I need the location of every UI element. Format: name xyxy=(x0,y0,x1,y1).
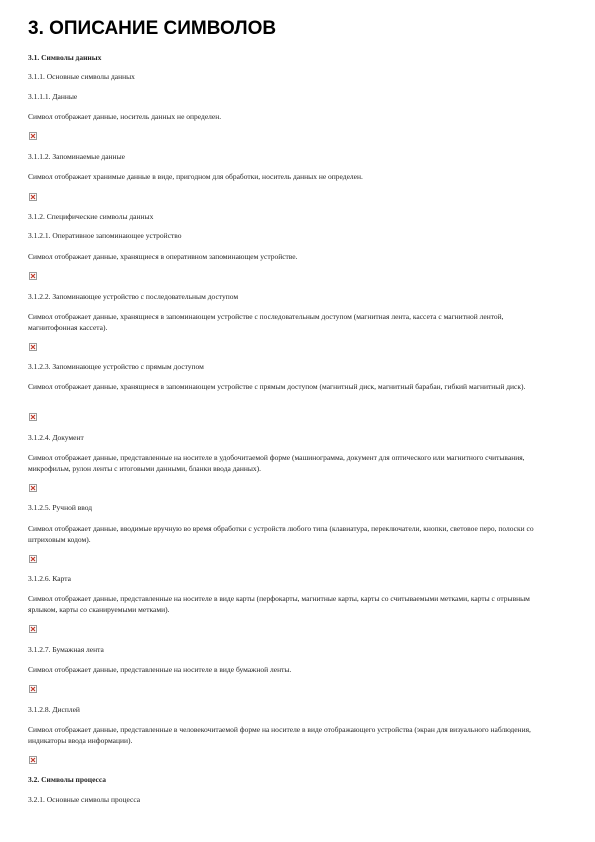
section-number: 3.2. xyxy=(28,775,40,784)
subsection-heading: 3.1.2.1. Оперативное запоминающее устройство xyxy=(28,231,182,240)
subsection-heading: 3.2.1. Основные символы процесса xyxy=(28,795,141,804)
subsection-heading: 3.1.2.2. Запоминающее устройство с последовательным доступом xyxy=(28,292,239,301)
paragraph: Символ отображает данные, носитель данных не определен. xyxy=(28,112,222,121)
paragraph: Символ отображает данные, хранящиеся в запоминающем устройстве с прямым доступом (магнитный диск, магнитный барабан, гибкий магнитный диск). xyxy=(28,382,526,391)
subsection-heading: 3.1.2.5. Ручной ввод xyxy=(28,503,93,512)
paragraph: Символ отображает данные, представленные в человекочитаемой форме на носителе в виде отображающего устройства (экран для визуального наблюдения, индикаторы ввода информации). xyxy=(28,725,531,745)
section-label: Символы данных xyxy=(39,53,102,62)
section-heading xyxy=(28,53,101,64)
section-heading xyxy=(28,775,106,786)
paragraph: Символ отображает хранимые данные в виде, пригодном для обработки, носитель данных не определен. xyxy=(28,172,363,181)
broken-image-icon xyxy=(29,272,37,280)
broken-image-icon xyxy=(29,132,37,140)
page-title: 3. ОПИСАНИЕ СИМВОЛОВ xyxy=(28,18,277,39)
subsection-heading: 3.1.2.3. Запоминающее устройство с прямым доступом xyxy=(28,362,204,371)
subsection-heading: 3.1.1.1. Данные xyxy=(28,92,78,101)
subsection-heading: 3.1.2.4. Документ xyxy=(28,433,84,442)
subsection-heading: 3.1.1. Основные символы данных xyxy=(28,72,135,81)
paragraph: Символ отображает данные, представленные на носителе в виде бумажной ленты. xyxy=(28,665,292,674)
section-number: 3.1. xyxy=(28,53,40,62)
broken-image-icon xyxy=(29,484,37,492)
section-label: Символы процесса xyxy=(39,775,107,784)
broken-image-icon xyxy=(29,193,37,201)
subsection-heading: 3.1.1.2. Запоминаемые данные xyxy=(28,152,125,161)
broken-image-icon xyxy=(29,625,37,633)
broken-image-icon xyxy=(29,413,37,421)
broken-image-icon xyxy=(29,685,37,693)
paragraph: Символ отображает данные, хранящиеся в запоминающем устройстве с последовательным доступом (магнитная лента, кассета с магнитной лентой, магнитофонная кассета). xyxy=(28,312,504,332)
subsection-heading: 3.1.2. Специфические символы данных xyxy=(28,212,154,221)
subsection-heading: 3.1.2.7. Бумажная лента xyxy=(28,645,104,654)
subsection-heading: 3.1.2.8. Дисплей xyxy=(28,705,80,714)
subsection-heading: 3.1.2.6. Карта xyxy=(28,574,71,583)
broken-image-icon xyxy=(29,756,37,764)
broken-image-icon xyxy=(29,555,37,563)
paragraph: Символ отображает данные, вводимые вручную во время обработки с устройств любого типа (клавиатура, переключатели, кнопки, световое перо, полоски со штриховым кодом). xyxy=(28,524,534,544)
broken-image-icon xyxy=(29,343,37,351)
paragraph: Символ отображает данные, представленные на носителе в удобочитаемой форме (машинограмма, документ для оптического или магнитного считывания, микрофильм, рулон ленты с итоговыми данными, бланки ввода данных). xyxy=(28,453,525,473)
paragraph: Символ отображает данные, представленные на носителе в виде карты (перфокарты, магнитные карты, карты со считываемыми метками, карты с отрывным ярлыком, карты со сканируемыми метками). xyxy=(28,594,530,614)
paragraph: Символ отображает данные, хранящиеся в оперативном запоминающем устройстве. xyxy=(28,252,298,261)
